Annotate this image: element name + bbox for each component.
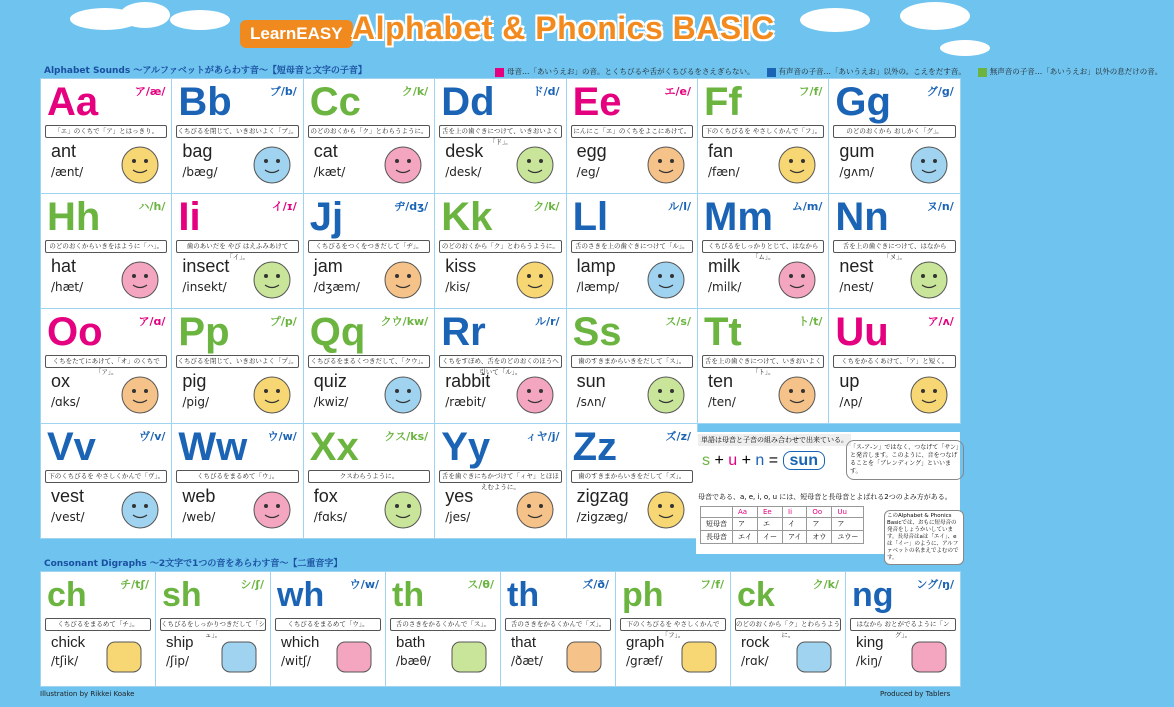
card-tip: くちびるを閉じて、いきおいよく「プ」。	[176, 355, 298, 368]
card-ipa: /ænt/	[51, 165, 84, 179]
letter-card[interactable]	[303, 308, 435, 424]
brand-logo: LearnEASY	[240, 20, 353, 48]
insect-icon	[247, 256, 297, 302]
legend-item	[495, 66, 755, 77]
card-sound: ア/ɑ/	[138, 315, 166, 328]
legend	[495, 66, 1174, 77]
letter-card[interactable]	[434, 78, 566, 194]
letter-card[interactable]	[303, 423, 435, 539]
legend-label: 有声音の子音…「あいうえお」以外の。こえをだす音。	[778, 67, 966, 76]
digraph-tip: 下のくちびるを やさしくかんで「フ」。	[620, 618, 726, 631]
digraph-word: ship	[166, 634, 194, 651]
card-word: ant	[51, 141, 77, 161]
cat-icon	[378, 141, 428, 187]
card-ipa: /fɑks/	[313, 510, 347, 524]
letter-card[interactable]	[566, 78, 698, 194]
card-tip: くちびるを閉じて、いきおいよく「ブ」。	[176, 125, 298, 138]
card-sound: ム/m/	[791, 200, 823, 213]
card-tip: くちびるをしっかりとじて、はなから「ム」。	[702, 240, 824, 253]
digraph-word: which	[281, 634, 320, 651]
digraph-letters: ch	[47, 576, 87, 614]
card-ipa: /kwiz/	[313, 395, 349, 409]
card-letter: Zz	[572, 425, 618, 469]
card-letter: Tt	[704, 310, 742, 354]
digraph-card[interactable]	[385, 571, 501, 687]
vowel-table-cell: Ee	[758, 507, 783, 518]
card-ipa: /ten/	[708, 395, 736, 409]
vowel-table-cell: アイ	[783, 531, 807, 544]
hat-icon	[115, 256, 165, 302]
card-letter: Ee	[572, 80, 622, 124]
card-word: cat	[313, 141, 338, 161]
card-letter: Yy	[441, 425, 491, 469]
card-sound: ル/r/	[535, 315, 560, 328]
card-tip: くちをかるくあけて、「ア」と短く。	[833, 355, 955, 368]
card-tip: 歯のすきまからいきをだして「ス」。	[571, 355, 693, 368]
card-word: egg	[576, 141, 607, 161]
vowel-table-cell: Ii	[783, 507, 807, 518]
graph-icon	[674, 634, 724, 680]
nest-icon	[904, 256, 954, 302]
card-letter: Hh	[47, 195, 101, 239]
digraph-tip: のどのおくから「ク」とわらうように。	[736, 620, 840, 639]
web-icon	[247, 486, 297, 532]
card-word: yes	[445, 486, 474, 506]
blend-n: n	[755, 452, 765, 469]
digraph-letters: wh	[277, 576, 325, 614]
digraph-card[interactable]	[500, 571, 616, 687]
vowel-table-cell: ア	[832, 518, 864, 531]
vowel-table-cell	[701, 507, 733, 518]
digraph-ipa: /tʃik/	[51, 654, 79, 668]
card-sound: イ/ɪ/	[271, 200, 297, 213]
card-tip: のどのおくから「ク」とわらうように。	[439, 240, 561, 253]
card-sound: ブ/b/	[269, 85, 297, 98]
section-digraphs-title: Consonant Digraphs 〜2文字で1つの音をあらわす音〜【二重音字】	[44, 559, 343, 569]
card-letter: Ww	[178, 425, 248, 469]
card-ipa: /insekt/	[182, 280, 227, 294]
card-ipa: /gʌm/	[839, 165, 874, 179]
card-letter: Bb	[178, 80, 232, 124]
vest-icon	[115, 486, 165, 532]
zigzag-icon	[641, 486, 691, 532]
letter-card[interactable]	[171, 78, 303, 194]
card-word: ox	[51, 371, 71, 391]
jam-icon	[378, 256, 428, 302]
digraph-card[interactable]	[730, 571, 846, 687]
quiz-icon	[378, 371, 428, 417]
card-ipa: /ræbit/	[445, 395, 486, 409]
letter-card[interactable]	[828, 308, 960, 424]
digraph-tip: くちびるをしっかりつきだして「シュ」。	[161, 620, 265, 639]
up-arrow-icon	[904, 371, 954, 417]
card-sound: エ/e/	[664, 85, 691, 98]
blend-s: s	[702, 452, 710, 469]
card-word: insect	[182, 256, 230, 276]
card-letter: Uu	[835, 310, 889, 354]
vowel-table-cell: ユウー	[832, 531, 864, 544]
which-icon	[329, 634, 379, 680]
digraph-letters: th	[507, 576, 540, 614]
card-tip: クスわらうように。	[308, 470, 430, 483]
digraph-card[interactable]	[40, 571, 156, 687]
card-tip: くちびるをまるめて「ウ」。	[176, 470, 298, 483]
card-word: bag	[182, 141, 213, 161]
card-word: desk	[445, 141, 484, 161]
vowel-table-cell: イー	[758, 531, 783, 544]
card-word: jam	[313, 256, 343, 276]
vowel-table-cell: 長母音	[701, 531, 733, 544]
rabbit-icon	[510, 371, 560, 417]
letter-card[interactable]	[697, 78, 829, 194]
legend-swatch	[978, 68, 987, 77]
card-tip: 歯のすきまからいきをだして「ズ」。	[571, 470, 693, 483]
card-tip: くちをすぼめ、舌をのどのおくのほうへ引いて「ル」。	[439, 355, 561, 368]
letter-card[interactable]	[171, 193, 303, 309]
blend-u: u	[728, 452, 738, 469]
digraph-sound: ズ/ð/	[582, 578, 609, 591]
card-ipa: /bæg/	[182, 165, 218, 179]
card-ipa: /sʌn/	[576, 395, 606, 409]
card-word: quiz	[313, 371, 347, 391]
letter-card[interactable]	[697, 308, 829, 424]
card-letter: Jj	[309, 195, 344, 239]
letter-card[interactable]	[40, 423, 172, 539]
legend-item	[978, 66, 1163, 77]
letter-card[interactable]	[171, 423, 303, 539]
vowel-table	[700, 506, 864, 544]
digraph-sound: チ/tʃ/	[120, 578, 149, 591]
card-word: nest	[839, 256, 874, 276]
card-word: kiss	[445, 256, 477, 276]
card-ipa: /zigzæg/	[576, 510, 628, 524]
king-icon	[904, 634, 954, 680]
card-ipa: /pig/	[182, 395, 210, 409]
card-word: up	[839, 371, 860, 391]
card-letter: Vv	[47, 425, 96, 469]
fox-icon	[378, 486, 428, 532]
gum-icon	[904, 141, 954, 187]
card-word: fan	[708, 141, 734, 161]
card-letter: Oo	[47, 310, 103, 354]
footer-illustration: Illustration by Rikkei Koake	[40, 690, 135, 698]
card-sound: グ/g/	[926, 85, 954, 98]
card-letter: Xx	[309, 425, 359, 469]
desk-icon	[510, 141, 560, 187]
letter-card[interactable]	[434, 423, 566, 539]
digraph-letters: th	[392, 576, 425, 614]
egg-icon	[641, 141, 691, 187]
fan-icon	[772, 141, 822, 187]
blend-result: sun	[783, 451, 825, 470]
card-sound: ハ/h/	[138, 200, 166, 213]
letter-card[interactable]	[434, 308, 566, 424]
card-word: web	[182, 486, 216, 506]
card-tip: にんにこ「エ」のくちをよこにあけて。	[571, 125, 693, 138]
card-letter: Gg	[835, 80, 891, 124]
card-word: pig	[182, 371, 207, 391]
card-word: zigzag	[576, 486, 629, 506]
cloud-decoration	[800, 8, 870, 32]
legend-swatch	[767, 68, 776, 77]
card-tip: 下のくちびるを やさしくかんで「ヴ」。	[45, 470, 167, 483]
digraph-sound: ング/ŋ/	[916, 578, 954, 591]
rock-icon	[789, 634, 839, 680]
footer-produced: Produced by Tablers	[880, 690, 951, 698]
card-tip: のどのおくからいきをはように「ハ」。	[45, 240, 167, 253]
letter-card[interactable]	[828, 78, 960, 194]
digraph-word: king	[856, 634, 884, 651]
letter-card[interactable]	[40, 78, 172, 194]
digraph-tip: はなから おとがでるように「ング」。	[850, 618, 956, 631]
digraph-sound: シ/ʃ/	[240, 578, 264, 591]
card-letter: Dd	[441, 80, 495, 124]
card-tip: 歯のあいだを やび はえふみあけて「イ」。	[176, 240, 298, 253]
card-ipa: /fæn/	[708, 165, 740, 179]
digraph-word: graph	[626, 634, 665, 651]
cloud-decoration	[900, 2, 970, 30]
ant-icon	[115, 141, 165, 187]
vowel-table-cell: 短母音	[701, 518, 733, 531]
card-sound: ス/s/	[665, 315, 691, 328]
sun-icon	[641, 371, 691, 417]
cloud-decoration	[170, 10, 230, 30]
card-tip: 舌を歯ぐきにちかづけて「ィヤ」とほほえむように。	[439, 470, 561, 483]
cloud-decoration	[940, 40, 990, 56]
card-letter: Ff	[704, 80, 742, 124]
card-tip: のどのおくから「ク」とわらうように。	[308, 125, 430, 138]
card-tip: くちびるをまるくつきだして、「クウ」。	[308, 355, 430, 368]
digraph-word: rock	[741, 634, 770, 651]
bath-icon	[444, 634, 494, 680]
card-ipa: /milk/	[708, 280, 742, 294]
letter-card[interactable]	[566, 423, 698, 539]
digraph-sound: ク/k/	[812, 578, 839, 591]
card-letter: Pp	[178, 310, 230, 354]
card-tip: 舌を上の歯ぐきにつけて、はなから「ヌ」。	[833, 240, 955, 253]
letter-card[interactable]	[828, 193, 960, 309]
card-ipa: /hæt/	[51, 280, 84, 294]
chick-icon	[99, 634, 149, 680]
vowel-table-row	[701, 518, 864, 531]
card-letter: Kk	[441, 195, 493, 239]
digraph-letters: ph	[622, 576, 664, 614]
legend-label: 母音…「あいうえお」の音。とくちびるや舌がくちびるをさえぎらない。	[507, 67, 755, 76]
card-tip: くちびるをつくをつきだして「ヂ」。	[308, 240, 430, 253]
vowel-table-cell: Aa	[733, 507, 758, 518]
vowel-table-cell: イ	[783, 518, 807, 531]
card-word: hat	[51, 256, 77, 276]
vowel-table-row	[701, 531, 864, 544]
card-letter: Qq	[309, 310, 366, 354]
digraph-sound: フ/f/	[700, 578, 724, 591]
letter-card[interactable]	[434, 193, 566, 309]
card-word: lamp	[576, 256, 616, 276]
card-letter: Mm	[704, 195, 773, 239]
digraph-word: chick	[51, 634, 86, 651]
ten-icon	[772, 371, 822, 417]
vowel-table-cell: Oo	[807, 507, 832, 518]
blend-bubble: 「ス-ア-ン」ではなく、つなげて「サン」と発音します。このように、音をつなげることを「ブレンディング」といいます。	[846, 440, 964, 480]
card-tip: のどのおくから おしかく「グ」。	[833, 125, 955, 138]
card-sound: ズ/z/	[665, 430, 691, 443]
card-ipa: /dʒæm/	[313, 280, 360, 294]
card-sound: ク/k/	[401, 85, 429, 98]
digraph-letters: ck	[737, 576, 775, 614]
card-word: vest	[51, 486, 85, 506]
card-sound: ウ/w/	[267, 430, 297, 443]
milk-icon	[772, 256, 822, 302]
card-letter: Nn	[835, 195, 889, 239]
card-ipa: /web/	[182, 510, 216, 524]
vowel-table-cell: エ	[758, 518, 783, 531]
letter-card[interactable]	[697, 193, 829, 309]
lamp-icon	[641, 256, 691, 302]
digraph-card[interactable]	[270, 571, 386, 687]
card-letter: Cc	[309, 80, 361, 124]
digraph-tip: くちびるをまるめて「チ」。	[45, 618, 151, 631]
card-sound: フ/f/	[798, 85, 823, 98]
card-word: sun	[576, 371, 606, 391]
vowel-table-cell: ア	[733, 518, 758, 531]
card-sound: ド/d/	[532, 85, 560, 98]
digraph-sound: ウ/w/	[349, 578, 379, 591]
ox-icon	[115, 371, 165, 417]
digraph-ipa: /ʃip/	[166, 654, 190, 668]
legend-label: 無声音の子音…「あいうえお」以外の息だけの音。	[989, 67, 1163, 76]
card-tip: 下のくちびるを やさしくかんで「フ」。	[702, 125, 824, 138]
card-ipa: /eg/	[576, 165, 600, 179]
card-ipa: /kæt/	[313, 165, 346, 179]
vowel-table-cell: オウ	[807, 531, 832, 544]
card-sound: クウ/kw/	[380, 315, 429, 328]
digraph-word: that	[511, 634, 537, 651]
digraph-card[interactable]	[845, 571, 961, 687]
card-ipa: /jes/	[445, 510, 471, 524]
vowel-table-cell: ア	[807, 518, 832, 531]
info-heading: 単語は母音と子音の組み合わせで出来ている。	[698, 434, 851, 446]
card-letter: Ss	[572, 310, 622, 354]
card-ipa: /læmp/	[576, 280, 620, 294]
digraph-card[interactable]	[155, 571, 271, 687]
digraph-letters: ng	[852, 576, 894, 614]
card-ipa: /vest/	[51, 510, 85, 524]
card-word: ten	[708, 371, 734, 391]
page-title: Alphabet & Phonics BASIC	[352, 10, 775, 46]
card-sound: ル/l/	[668, 200, 691, 213]
card-sound: クス/ks/	[384, 430, 429, 443]
digraph-tip: 舌のさきをかるくかんで「ス」。	[390, 618, 496, 631]
digraph-card[interactable]	[615, 571, 731, 687]
digraph-tip: くちびるをまるめて「ウ」。	[275, 618, 381, 631]
bag-icon	[247, 141, 297, 187]
that-icon	[559, 634, 609, 680]
digraph-letters: sh	[162, 576, 202, 614]
card-word: milk	[708, 256, 740, 276]
kiss-icon	[510, 256, 560, 302]
vowel-table-row	[701, 507, 864, 518]
card-ipa: /nest/	[839, 280, 874, 294]
card-tip: 「エ」のくちで「ア」とはっきり。	[45, 125, 167, 138]
cloud-decoration	[120, 2, 170, 28]
card-tip: 舌を上の歯ぐきにつけて、いきおいよく「ド」。	[439, 125, 561, 138]
card-ipa: /desk/	[445, 165, 482, 179]
pig-icon	[247, 371, 297, 417]
digraph-ipa: /bæθ/	[396, 654, 431, 668]
card-letter: Ll	[572, 195, 609, 239]
letter-card[interactable]	[171, 308, 303, 424]
card-sound: ク/k/	[533, 200, 560, 213]
digraph-word: bath	[396, 634, 426, 651]
card-ipa: /kis/	[445, 280, 470, 294]
digraph-sound: ス/θ/	[467, 578, 494, 591]
card-word: fox	[313, 486, 338, 506]
card-sound: ヌ/n/	[926, 200, 954, 213]
card-sound: ト/t/	[798, 315, 823, 328]
card-letter: Rr	[441, 310, 486, 354]
vowel-table-cell: エイ	[733, 531, 758, 544]
card-sound: ヴ/v/	[139, 430, 166, 443]
card-sound: ア/ʌ/	[927, 315, 954, 328]
yes-icon	[510, 486, 560, 532]
digraph-ipa: /ðæt/	[511, 654, 543, 668]
digraph-ipa: /græf/	[626, 654, 663, 668]
legend-swatch	[495, 68, 504, 77]
card-sound: ア/æ/	[134, 85, 166, 98]
card-letter: Aa	[47, 80, 99, 124]
letter-card[interactable]	[566, 308, 698, 424]
card-sound: ヂ/dʒ/	[394, 200, 429, 213]
digraph-ipa: /witʃ/	[281, 654, 311, 668]
letter-card[interactable]	[566, 193, 698, 309]
vowels-line: 母音である、a, e, i, o, u には、短母音と長母音とよばれる2つのよみ方がある。	[698, 493, 952, 501]
ship-icon	[214, 634, 264, 680]
card-word: rabbit	[445, 371, 491, 391]
blend-equation: s + u + n = sun	[702, 452, 825, 470]
legend-item	[767, 66, 966, 77]
card-ipa: /ʌp/	[839, 395, 863, 409]
digraph-tip: 舌のさきをかるくかんで「ズ」。	[505, 618, 611, 631]
letter-card[interactable]	[40, 308, 172, 424]
card-letter: Ii	[178, 195, 201, 239]
letter-card[interactable]	[40, 193, 172, 309]
card-tip: くちをたてにあけて、「オ」のくちで「ア」。	[45, 355, 167, 368]
card-tip: 舌のさきを上の歯ぐきにつけて「ル」。	[571, 240, 693, 253]
letter-card[interactable]	[303, 193, 435, 309]
letter-card[interactable]	[303, 78, 435, 194]
card-sound: プ/p/	[269, 315, 297, 328]
card-ipa: /ɑks/	[51, 395, 80, 409]
card-sound: ィヤ/j/	[525, 430, 560, 443]
digraph-ipa: /rɑk/	[741, 654, 769, 668]
info-note: このAlphabet & Phonics Basicでは、おもに短母音の発音をしょうかいしています。長母音はaは「エイ」、eは「イー」のように、アルファベットの名まえでよむのです。	[884, 510, 964, 565]
card-word: gum	[839, 141, 875, 161]
vowel-table-cell: Uu	[832, 507, 864, 518]
section-alphabet-title: Alphabet Sounds 〜アルファベットがあらわす音〜【短母音と文字の子音】	[44, 66, 367, 76]
digraph-ipa: /kiŋ/	[856, 654, 882, 668]
card-tip: 舌を上の歯ぐきにつけて、いきおいよく「ト」。	[702, 355, 824, 368]
